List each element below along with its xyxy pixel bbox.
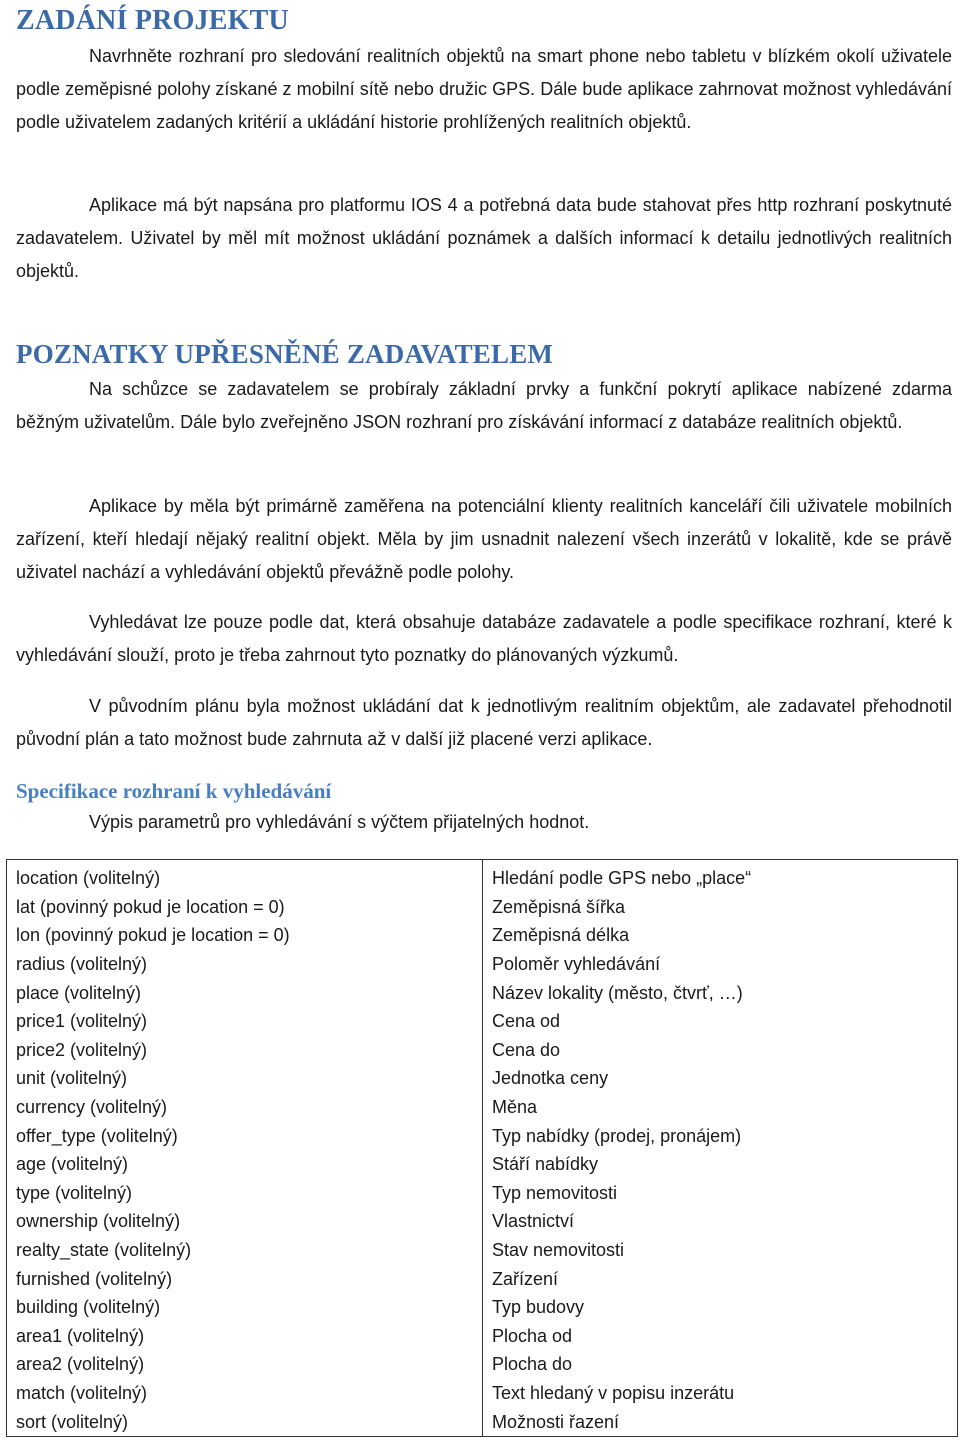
- table-row: [7, 1093, 958, 1122]
- table-row: [7, 1264, 958, 1293]
- param-desc-cell: Plocha od: [492, 1325, 573, 1346]
- paragraph-poznatky-3: Vyhledávat lze pouze podle dat, která obsahuje databáze zadavatele a podle specifikace rozhraní, které k vyhledávání slouží, proto je třeba zahrnout tyto poznatky do plánovaných výzkumů.: [16, 612, 952, 665]
- table-row: [7, 1179, 958, 1208]
- param-desc-cell: Cena od: [492, 1011, 561, 1032]
- param-desc-cell: Text hledaný v popisu inzerátu: [492, 1382, 735, 1403]
- param-name-cell: lon (povinný pokud je location = 0): [7, 921, 483, 950]
- table-row: [7, 1036, 958, 1065]
- table-row: [7, 1236, 958, 1265]
- table-row: [7, 978, 958, 1007]
- paragraph-zadani-1: Navrhněte rozhraní pro sledování realitních objektů na smart phone nebo tabletu v blízkém okolí uživatele podle zeměpisné polohy získané z mobilní sítě nebo družic GPS. Dále bude aplikace zahrnovat možnost vyhledávání podle uživatelem zadaných kritérií a ukládání historie prohlížených realitních objektů.: [16, 46, 952, 132]
- param-desc-cell: Možnosti řazení: [492, 1411, 620, 1432]
- table-row: [7, 1293, 958, 1322]
- param-name-cell: currency (volitelný): [7, 1093, 483, 1122]
- table-row: [7, 1407, 958, 1436]
- param-desc-cell: Stáří nabídky: [492, 1154, 599, 1175]
- parameters-table: [6, 859, 958, 1437]
- param-name-cell: offer_type (volitelný): [7, 1121, 483, 1150]
- param-desc-cell: Typ nabídky (prodej, pronájem): [492, 1125, 742, 1146]
- section-title-zadani: ZADÁNÍ PROJEKTU: [16, 5, 289, 36]
- section-title-poznatky: POZNATKY UPŘESNĚNÉ ZADAVATELEM: [16, 339, 554, 369]
- paragraph-zadani-2: Aplikace má být napsána pro platformu IOS 4 a potřebná data bude stahovat přes http rozhraní poskytnuté zadavatelem. Uživatel by měl mít možnost ukládání poznámek a dalších informací k detailu jednotlivých realitních objektů.: [16, 195, 952, 281]
- paragraph-poznatky-1: Na schůzce se zadavatelem se probíraly základní prvky a funkční pokrytí aplikace nabízené zdarma běžným uživatelům. Dále bylo zveřejněno JSON rozhraní pro získávání informací z databáze realitních objektů.: [16, 379, 952, 432]
- param-name-cell: furnished (volitelný): [7, 1264, 483, 1293]
- param-desc-cell: Vlastnictví: [492, 1211, 575, 1232]
- param-name-cell: realty_state (volitelný): [7, 1236, 483, 1265]
- param-desc-cell: Jednotka ceny: [492, 1068, 609, 1089]
- specifikace-intro: Výpis parametrů pro vyhledávání s výčtem přijatelných hodnot.: [89, 812, 590, 832]
- table-row: [7, 1007, 958, 1036]
- param-desc-cell: Plocha do: [492, 1354, 573, 1375]
- table-row: [7, 893, 958, 922]
- param-name-cell: place (volitelný): [7, 978, 483, 1007]
- table-row: [7, 1379, 958, 1408]
- param-name-cell: building (volitelný): [7, 1293, 483, 1322]
- table-row: [7, 860, 958, 893]
- param-name-cell: area2 (volitelný): [7, 1350, 483, 1379]
- param-name-cell: type (volitelný): [7, 1179, 483, 1208]
- param-desc-cell: Typ budovy: [492, 1297, 585, 1318]
- table-row: [7, 950, 958, 979]
- param-name-cell: area1 (volitelný): [7, 1322, 483, 1351]
- table-row: [7, 1322, 958, 1351]
- table-row: [7, 1350, 958, 1379]
- param-desc-cell: Měna: [492, 1097, 538, 1118]
- table-row: [7, 1064, 958, 1093]
- table-row: [7, 1207, 958, 1236]
- param-name-cell: age (volitelný): [7, 1150, 483, 1179]
- param-name-cell: radius (volitelný): [7, 950, 483, 979]
- param-desc-cell: Typ nemovitosti: [492, 1182, 618, 1203]
- param-desc-cell: Zeměpisná šířka: [492, 896, 626, 917]
- param-name-cell: match (volitelný): [7, 1379, 483, 1408]
- param-desc-cell: Hledání podle GPS nebo „place“: [492, 868, 752, 889]
- param-name-cell: ownership (volitelný): [7, 1207, 483, 1236]
- param-desc-cell: Cena do: [492, 1039, 561, 1060]
- paragraph-poznatky-2: Aplikace by měla být primárně zaměřena na potenciální klienty realitních kanceláří čili uživatele mobilních zařízení, kteří hledají nějaký realitní objekt. Měla by jim usnadnit nalezení všech inzerátů v lokalitě, kde se právě uživatel nachází a vyhledávání objektů převážně podle polohy.: [16, 496, 952, 582]
- table-row: [7, 1121, 958, 1150]
- param-name-cell: sort (volitelný): [7, 1407, 483, 1436]
- param-desc-cell: Název lokality (město, čtvrť, …): [492, 982, 743, 1003]
- param-desc-cell: Stav nemovitosti: [492, 1240, 625, 1261]
- param-desc-cell: Zeměpisná délka: [492, 925, 630, 946]
- param-desc-cell: Poloměr vyhledávání: [492, 954, 661, 975]
- param-name-cell: price1 (volitelný): [7, 1007, 483, 1036]
- parameters-table-body: [7, 860, 958, 1437]
- param-name-cell: lat (povinný pokud je location = 0): [7, 893, 483, 922]
- paragraph-poznatky-4: V původním plánu byla možnost ukládání dat k jednotlivým realitním objektům, ale zadavatel přehodnotil původní plán a tato možnost bude zahrnuta až v další již placené verzi aplikace.: [16, 696, 952, 749]
- param-desc-cell: Zařízení: [492, 1268, 559, 1289]
- section-title-specifikace: Specifikace rozhraní k vyhledávání: [16, 779, 332, 803]
- table-row: [7, 921, 958, 950]
- param-name-cell: unit (volitelný): [7, 1064, 483, 1093]
- table-row: [7, 1150, 958, 1179]
- param-name-cell: price2 (volitelný): [7, 1036, 483, 1065]
- param-name-cell: location (volitelný): [7, 860, 483, 893]
